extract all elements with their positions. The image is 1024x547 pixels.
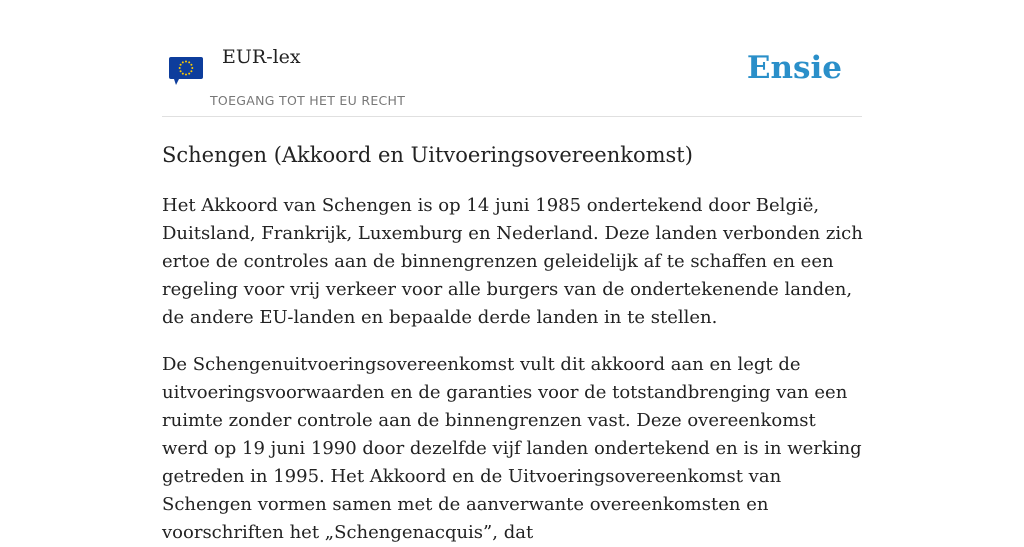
header [162,36,862,117]
article-paragraph-1: Het Akkoord van Schengen is op 14 juni 1985 ondertekend door België, Duitsland, Frankrijk, Luxemburg en Nederland. Deze landen verbonden zich ertoe de controles aan de binnengrenzen geleidelijk af te schaffen en een regeling voor vrij verkeer voor alle burgers van de ondertekenende landen, de andere EU-landen en bepaalde derde landen in te stellen. [162,195,863,328]
article-content [162,138,867,547]
eu-flag-speech-bubble-icon [168,56,204,88]
source-tagline: TOEGANG TOT HET EU RECHT [210,93,406,108]
ensie-logo-link[interactable]: Ensie [746,50,842,86]
article-paragraph-2: De Schengenuitvoeringsovereenkomst vult dit akkoord aan en legt de uitvoeringsvoorwaarden en de garanties voor de totstandbrenging van een ruimte zonder controle aan de binnengrenzen vast. Deze overeenkomst werd op 19 juni 1990 door dezelfde vijf landen ondertekend en is in werking getreden in 1995. Het Akkoord en de Uitvoeringsovereenkomst van Schengen vormen samen met de aanverwante overeenkomsten en voorschriften het „Schengenacquis”, dat [162,354,862,543]
article-title: Schengen (Akkoord en Uitvoeringsovereenkomst) [162,143,693,167]
source-name[interactable]: EUR-lex [222,46,301,68]
